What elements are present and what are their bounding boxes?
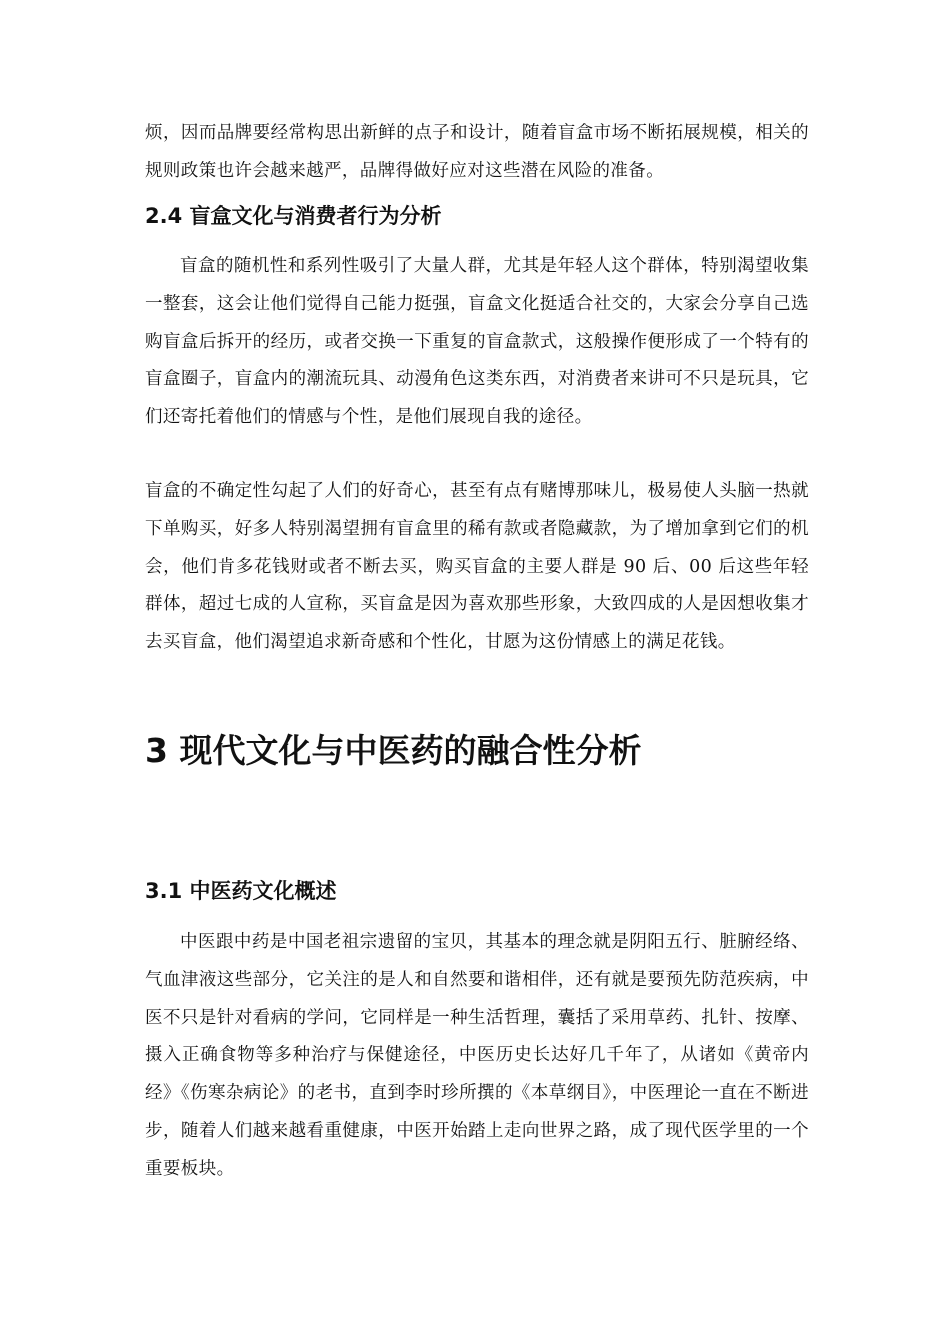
paragraph-3-1: 中医跟中药是中国老祖宗遗留的宝贝，其基本的理念就是阴阳五行、脏腑经络、气血津液这些部分，它关注的是人和自然要和谐相伴，还有就是要预先防范疾病，中医不只是针对看病的学问，它同样是一种生活哲理，囊括了采用草药、扎针、按摩、摄入正确食物等多种治疗与保健途径，中医历史长达好几千年了，从诸如《黄帝内经》《伤寒杂病论》的老书，直到李时珍所撰的《本草纲目》，中医理论一直在不断进步，随着人们越来越看重健康，中医开始踏上走向世界之路，成了现代医学里的一个重要板块。 (145, 932, 809, 1179)
paragraph-continued: 烦，因而品牌要经常构思出新鲜的点子和设计，随着盲盒市场不断拓展规模，相关的规则政策也许会越来越严，品牌得做好应对这些潜在风险的准备。 (145, 123, 809, 181)
paragraph-2-4-a: 盲盒的随机性和系列性吸引了大量人群，尤其是年轻人这个群体，特别渴望收集一整套，这会让他们觉得自己能力挺强，盲盒文化挺适合社交的，大家会分享自己选购盲盒后拆开的经历，或者交换一下重复的盲盒款式，这般操作便形成了一个特有的盲盒圈子，盲盒内的潮流玩具、动漫角色这类东西，对消费者来讲可不只是玩具，它们还寄托着他们的情感与个性，是他们展现自我的途径。 (145, 256, 809, 428)
chapter-heading-3: 3 现代文化与中医药的融合性分析 (145, 731, 642, 770)
paragraph-2-4-b: 盲盒的不确定性勾起了人们的好奇心，甚至有点有赌博那味儿，极易使人头脑一热就下单购买，好多人特别渴望拥有盲盒里的稀有款或者隐藏款，为了增加拿到它们的机会，他们肯多花钱财或者不断去买，购买盲盒的主要人群是 90 后、00 后这些年轻群体，超过七成的人宣称，买盲盒是因为喜欢那些形象，大致四成的人是因想收集才去买盲盒，他们渴望追求新奇感和个性化，甘愿为这份情感上的满足花钱。 (145, 481, 809, 653)
section-heading-2-4: 2.4 盲盒文化与消费者行为分析 (145, 204, 442, 228)
section-heading-3-1: 3.1 中医药文化概述 (145, 879, 337, 903)
